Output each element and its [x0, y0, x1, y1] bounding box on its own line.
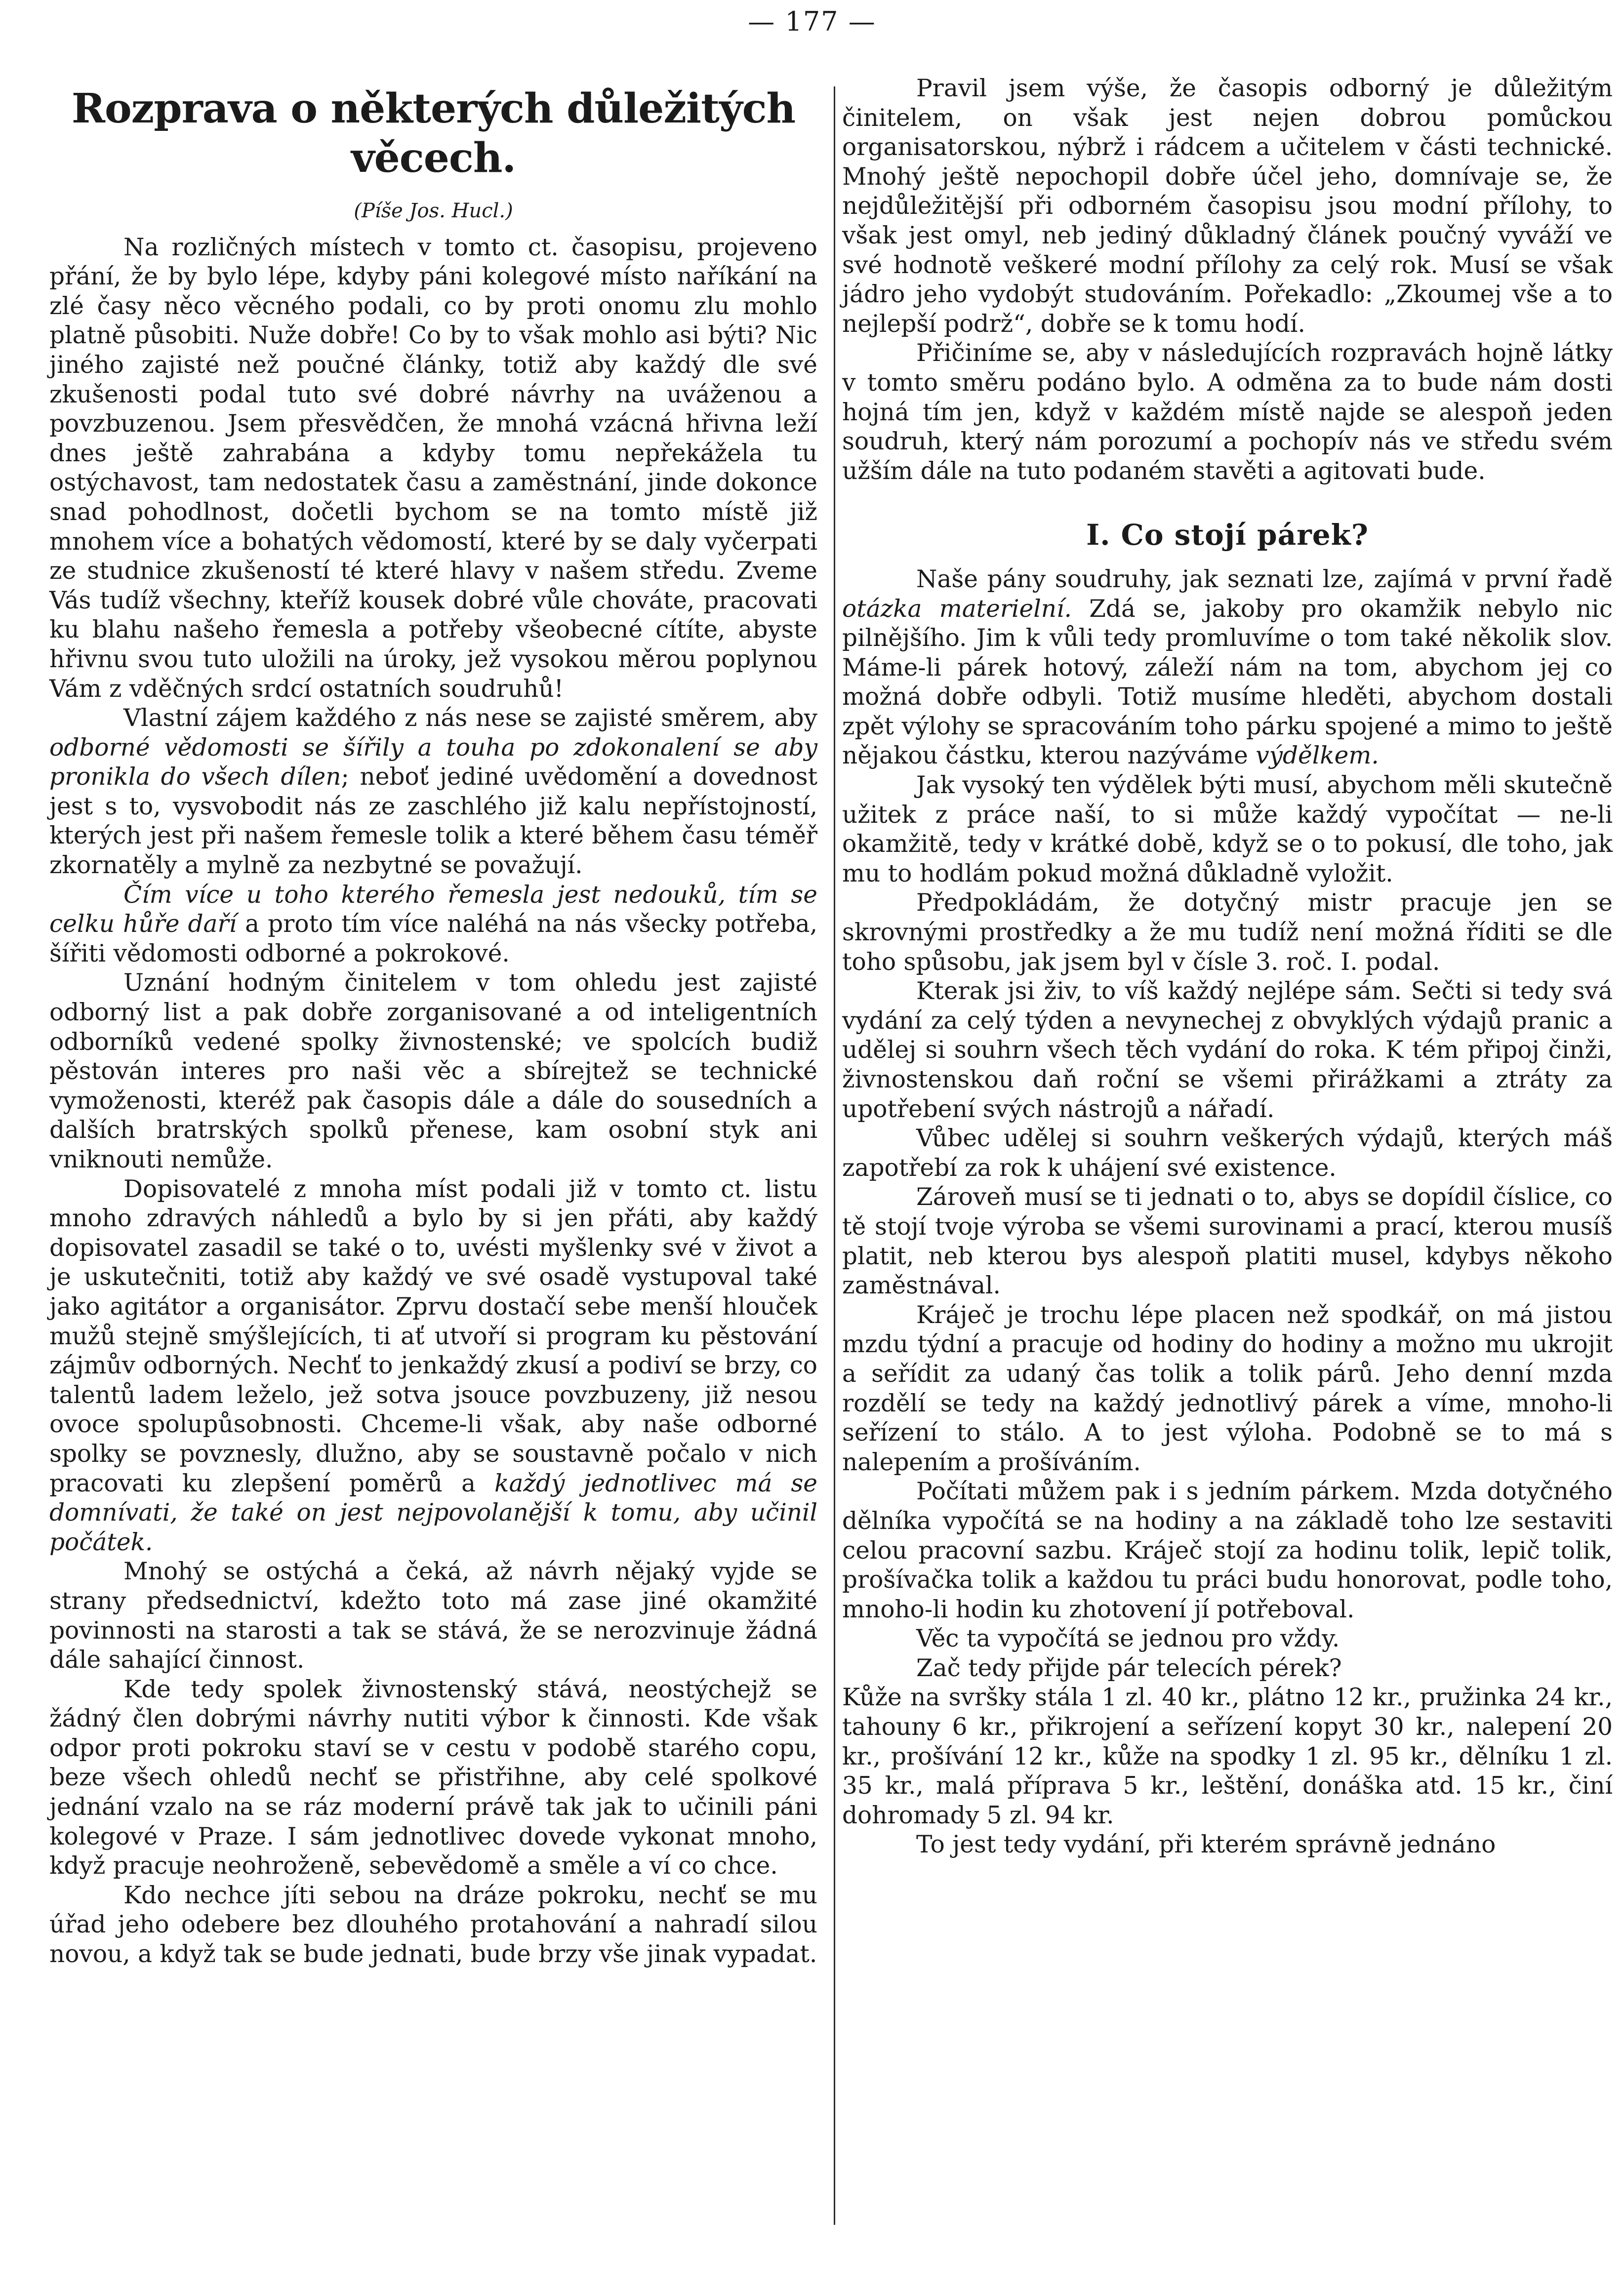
paragraph: Kráječ je trochu lépe placen než spodkář, on má jistou mzdu týdní a pracuje od hodiny do hodiny a možno mu ukrojit a seřídit za udaný čas tolik a tolik párů. Jeho denní mzda rozdělí se tedy na každý jednotlivý párek a víme, mnoho-li seřízení to stálo. A to jest výloha. Podobně se to má s nalepením a prošíváním.	[842, 1301, 1613, 1476]
left-column	[49, 74, 817, 1970]
paragraph: To jest tedy vydání, při kterém správně jednáno	[916, 1831, 1496, 1859]
column-divider	[834, 86, 835, 2225]
paragraph: Uznání hodným činitelem v tom ohledu jest zajisté odborný list a pak dobře zorganisované a od inteligentních odborníků vedené spolky živnostenské; ve spolcích budiž pěstován interes pro naši věc a sbírejtež se technické vymoženosti, kteréž pak časopis dále a dále do sousedních a dalších bratrských spolků přenese, kam osobní styk ani vniknouti nemůže.	[49, 969, 817, 1173]
section-heading: I. Co stojí párek?	[1086, 518, 1369, 552]
paragraph: Vlastní zájem každého z nás nese se zajisté směrem, aby odborné vědomosti se šířily a touha po zdokonalení se aby pronikla do všech dílen; neboť jediné uvědomění a dovednost jest s to, vysvobodit nás ze zaschlého již kalu nepřístojností, kterých jest při našem řemesle tolik a které během času téměř zkornatěly a mylně za nezbytné se považují.	[49, 704, 817, 880]
emphasis: každý jednotlivec má se domnívati, že také on jest nejpovolanější k tomu, aby učinil počátek.	[49, 1469, 817, 1556]
paragraph: Věc ta vypočítá se jednou pro vždy.	[916, 1625, 1340, 1653]
right-column	[842, 74, 1613, 1860]
paragraph: Přičiníme se, aby v následujících rozpravách hojně látky v tomto směru podáno bylo. A odměna za to bude nám dosti hojná tím jen, když v každém místě najde se alespoň jeden soudruh, který nám porozumí a pochopív nás ve středu svém užším dále na tuto podaném stavěti a agitovati bude.	[842, 339, 1613, 485]
paragraph: Počítati můžem pak i s jedním párkem. Mzda dotyčného dělníka vypočítá se na hodiny a na základě toho lze sestaviti celou pracovní sazbu. Kráječ stojí za hodinu tolik, lepič tolik, prošívačka tolik a každou tu práci budu honorovat, podle toho, mnoho-li hodin ku zhotovení jí potřeboval.	[842, 1478, 1613, 1623]
emphasis: Čím více u toho kterého řemesla jest nedouků, tím se celku hůře daří	[49, 881, 817, 938]
paragraph: Předpokládám, že dotyčný mistr pracuje jen se skrovnými prostředky a že mu tudíž není možná říditi se dle toho spůsobu, jak jsem byl v čísle 3. roč. I. podal.	[842, 889, 1613, 976]
paragraph: Dopisovatelé z mnoha míst podali již v tomto ct. listu mnoho zdravých náhledů a bylo by si jen přáti, aby každý dopisovatel zasadil se také o to, uvésti myšlenky své v život a je uskutečniti, totiž aby každý ve své osadě vystupoval také jako agitátor a organisátor. Zprvu dostačí sebe menší hlouček mužů stejně smýšlejících, ti ať utvoří si program ku pěstování zájmův odborných. Nechť to jenkaždý zkusí a podiví se brzy, co talentů ladem leželo, jež sotva jsouce povzbuzeny, již nesou ovoce spolupůsobnosti. Chceme-li však, aby naše odborné spolky se povznesly, dlužno, aby se soustavně počalo v nich pracovati ku zlepšení poměrů a každý jednotlivec má se domnívati, že také on jest nejpovolanější k tomu, aby učinil počátek.	[49, 1175, 817, 1556]
paragraph: Čím více u toho kterého řemesla jest nedouků, tím se celku hůře daří a proto tím více naléhá na nás všecky potřeba, šířiti vědomosti odborné a pokrokové.	[49, 881, 817, 967]
emphasis: otázka materielní.	[842, 595, 1072, 623]
paragraph: Zač tedy přijde pár telecích pérek?	[916, 1654, 1342, 1682]
paragraph: Kdo nechce jíti sebou na dráze pokroku, nechť se mu úřad jeho odebere bez dlouhého protahování a nahradí silou novou, a když tak se bude jednati, bude brzy vše jinak vypadat.	[49, 1881, 817, 1969]
paragraph: Pravil jsem výše, že časopis odborný je důležitým činitelem, on však jest nejen dobrou pomůckou organisatorskou, nýbrž i rádcem a učitelem v části technické. Mnohý ještě nepochopil dobře účel jeho, domnívaje se, že nejdůležitější při odborném časopisu jsou modní přílohy, to však jest omyl, neb jediný důkladný článek poučný vyváží ve své hodnotě veškeré modní přílohy za celý rok. Musí se však jádro jeho vydobýt studováním. Pořekadlo: „Zkoumej vše a to nejlepší podrž“, dobře se k tomu hodí.	[842, 75, 1613, 338]
paragraph: Na rozličných místech v tomto ct. časopisu, projeveno přání, že by bylo lépe, kdyby páni kolegové místo naříkání na zlé časy něco věcného podali, co by proti onomu zlu mohlo platně působiti. Nuže dobře! Co by to však mohlo asi býti? Nic jiného zajisté než poučné články, totiž aby každý dle své zkušenosti podal tuto své dobré návrhy na uváženou a povzbuzenou. Jsem přesvědčen, že mnohá vzácná hřivna leží dnes ještě zahrabána a kdyby tomu nepřekážela tu ostýchavost, tam nedostatek času a zaměstnání, jinde dokonce snad pohodlnost, dočetli bychom se na tomto místě již mnohem více a bohatých vědomostí, které by se daly vyčerpati ze studnice zkušeností té které hlavy v našem středu. Zveme Vás tudíž všechny, kteříž kousek dobré vůle chováte, pracovati ku blahu našeho řemesla a potřeby všeobecné cítíte, abyste hřivnu svou tuto uložili na úroky, jež vysokou měrou poplynou Vám z vděčných srdcí ostatních soudruhů!	[49, 233, 817, 703]
paragraph: Kterak jsi živ, to víš každý nejlépe sám. Sečti si tedy svá vydání za celý týden a nevynechej z obvyklých výdajů pranic a udělej si souhrn všech těch vydání do roka. K tém připoj činži, živnostenskou daň roční se všemi přirážkami a ztráty za upotřebení svých nástrojů a nářadí.	[842, 977, 1613, 1123]
paragraph: Jak vysoký ten výdělek býti musí, abychom měli skutečně užitek z práce naší, to si může každý vypočítat — ne-li okamžitě, tedy v krátké době, když se o to pokusí, dle toho, jak mu to hodlám pokud možná důkladně vyložit.	[842, 771, 1613, 887]
paragraph: Kůže na svršky stála 1 zl. 40 kr., plátno 12 kr., pružinka 24 kr., tahouny 6 kr., přikrojení a seřízení kopyt 30 kr., nalepení 20 kr., prošívání 12 kr., kůže na spodky 1 zl. 95 kr., dělníku 1 zl. 35 kr., malá příprava 5 kr., leštění, donáška atd. 15 kr., činí dohromady 5 zl. 94 kr.	[842, 1684, 1613, 1829]
emphasis: výdělkem.	[1256, 742, 1379, 770]
paragraph: Zároveň musí se ti jednati o to, abys se dopídil číslice, co tě stojí tvoje výroba se všemi surovinami a prací, kterou musíš platit, neb kterou bys alespoň platiti musel, kdybys někoho zaměstnával.	[842, 1183, 1613, 1300]
article-title: Rozprava o některých důležitých věcech.	[71, 85, 796, 182]
article-byline: (Píše Jos. Hucl.)	[354, 200, 513, 222]
paragraph: Mnohý se ostýchá a čeká, až návrh nějaký vyjde se strany předsednictví, kdežto toto má zase jiné okamžité povinnosti na starosti a tak se stává, že se nerozvinuje žádná dále sahající činnost.	[49, 1558, 817, 1674]
paragraph: Naše pány soudruhy, jak seznati lze, zajímá v první řadě otázka materielní. Zdá se, jakoby pro okamžik nebylo nic pilnějšího. Jim k vůli tedy promluvíme o tom také několik slov. Máme-li párek hotový, záleží nám na tom, abychom jej co možná dobře odbyli. Totiž musíme hleděti, abychom dostali zpět výlohy se spracováním toho párku spojené a mimo to ještě nějakou částku, kterou nazýváme výdělkem.	[842, 565, 1613, 770]
emphasis: odborné vědomosti se šířily a touha po zdokonalení se aby pronikla do všech dílen	[49, 733, 817, 791]
paragraph: Kde tedy spolek živnostenský stává, neostýchejž se žádný člen dobrými návrhy nutiti výbor k činnosti. Kde však odpor proti pokroku staví se v cestu v podobě starého copu, beze všech ohledů nechť se přistřihne, aby celé spolkové jednání vzalo na se ráz moderní právě tak jak to učinili páni kolegové v Praze. I sám jednotlivec dovede vykonat mnoho, když pracuje neohroženě, sebevědomě a směle a ví co chce.	[49, 1675, 817, 1880]
paragraph: Vůbec udělej si souhrn veškerých výdajů, kterých máš zapotřebí za rok k uhájení své existence.	[842, 1125, 1613, 1182]
page-number: — 177 —	[748, 6, 876, 37]
